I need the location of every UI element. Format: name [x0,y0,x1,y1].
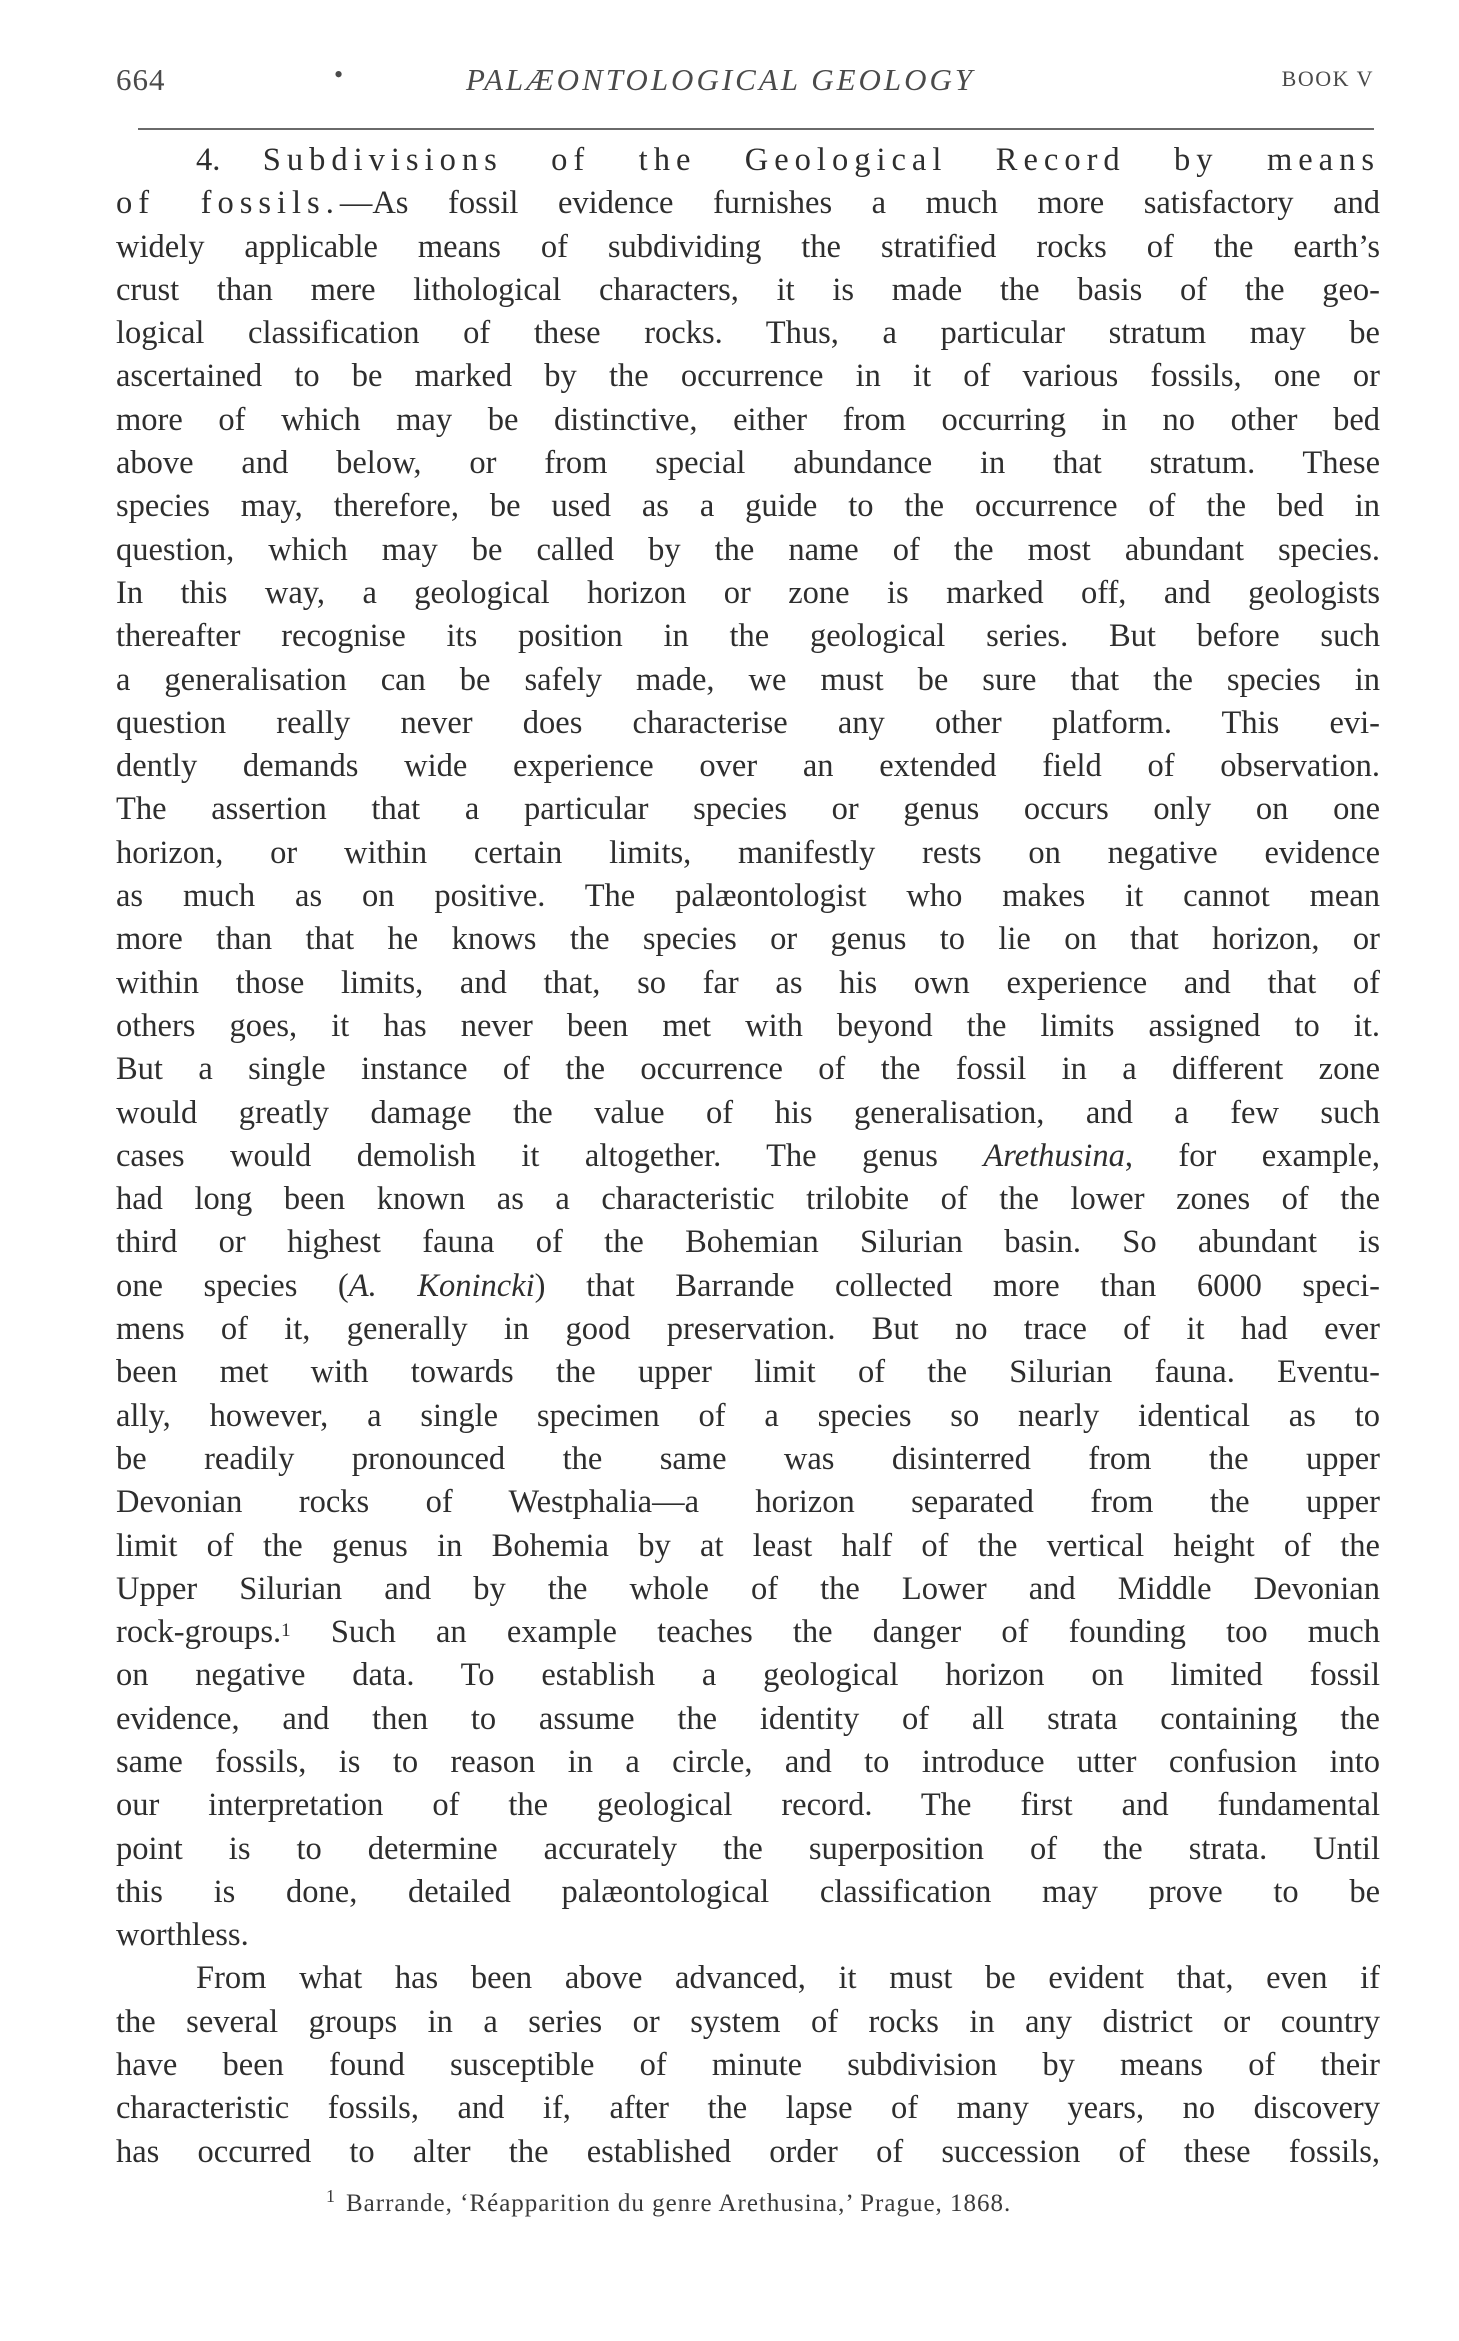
text-line: widely applicable means of subdividing the stratified rocks of the earth’s [116,228,1380,265]
text-line: rock-groups.$^1$ Such an example teaches the danger of founding too much [116,1614,1380,1651]
text-line: has occurred to alter the established order of succession of these fossils, [116,2133,1380,2170]
text-line: worthless. [116,1917,249,1954]
header-dot: • [334,60,344,89]
species-name: A. Konincki [348,1267,535,1304]
text-line: question really never does characterise any other platform. This evi- [116,704,1380,741]
text-line: the several groups in a series or system of rocks in any district or country [116,2003,1380,2040]
text-line: been met with towards the upper limit of the Silurian fauna. Eventu- [116,1354,1380,1391]
text-line: cases would demolish it altogether. The genus Arethusina, for example, [116,1137,1381,1174]
body-text [116,139,1380,2174]
text-line: as much as on positive. The palæontologist who makes it cannot mean [116,878,1380,915]
text-line: on negative data. To establish a geological horizon on limited fossil [116,1657,1380,1694]
text-line: above and below, or from special abundance in that stratum. These [116,445,1380,482]
text-line: within those limits, and that, so far as his own experience and that of [116,964,1380,1001]
text-line: species may, therefore, be used as a guide to the occurrence of the bed in [116,488,1380,525]
header-rule [138,128,1374,130]
paragraph-first-line: From what has been above advanced, it must be evident that, even if [196,1960,1380,1997]
text-line: others goes, it has never been met with beyond the limits assigned to it. [116,1007,1380,1044]
text-line: crust than mere lithological characters, it is made the basis of the geo- [116,271,1380,308]
footnote-text: Barrande, ‘Réapparition du genre Arethusina,’ Prague, 1868. [346,2190,1012,2217]
text-line: of fossils.—As fossil evidence furnishes a much more satisfactory and [116,185,1380,222]
text-line: had long been known as a characteristic trilobite of the lower zones of the [116,1181,1380,1218]
text-line: evidence, and then to assume the identity of all strata containing the [116,1700,1380,1737]
text-line: mens of it, generally in good preservation. But no trace of it had ever [116,1311,1380,1348]
book-label: BOOK V [1281,66,1374,91]
footnote-reference: 1 [281,1620,291,1642]
text-line: same fossils, is to reason in a circle, and to introduce utter confusion into [116,1743,1380,1780]
text-line: In this way, a geological horizon or zone is marked off, and geologists [116,574,1380,611]
text-line: thereafter recognise its position in the geological series. But before such [116,618,1380,655]
text-line: point is to determine accurately the superposition of the strata. Until [116,1830,1380,1867]
text-line: But a single instance of the occurrence of the fossil in a different zone [116,1051,1380,1088]
text-line: Devonian rocks of Westphalia—a horizon separated from the upper [116,1484,1380,1521]
running-head [116,62,1374,106]
text-line: one species (A. Konincki) that Barrande collected more than 6000 speci- [116,1267,1380,1304]
text-line: question, which may be called by the name of the most abundant species. [116,531,1380,568]
section-heading-line [116,139,1380,182]
text-line: have been found susceptible of minute subdivision by means of their [116,2047,1380,2084]
text-line: would greatly damage the value of his generalisation, and a few such [116,1094,1380,1131]
text-line: limit of the genus in Bohemia by at least half of the vertical height of the [116,1527,1380,1564]
footnote-mark: 1 [326,2186,336,2206]
text-line: third or highest fauna of the Bohemian Silurian basin. So abundant is [116,1224,1380,1261]
text-line: logical classification of these rocks. Thus, a particular stratum may be [116,315,1380,352]
text-line: characteristic fossils, and if, after the lapse of many years, no discovery [116,2090,1380,2127]
running-title: PALÆONTOLOGICAL GEOLOGY [466,62,976,97]
page-number: 664 [116,62,166,97]
genus-name: Arethusina [983,1137,1125,1174]
text-line: ally, however, a single specimen of a species so nearly identical as to [116,1397,1380,1434]
text-line: this is done, detailed palæontological classification may prove to be [116,1873,1380,1910]
section-title-end: of fossils. [116,185,340,222]
text-line: more of which may be distinctive, either from occurring in no other bed [116,401,1380,438]
text-line: ascertained to be marked by the occurrence in it of various fossils, one or [116,358,1380,395]
text-line: be readily pronounced the same was disinterred from the upper [116,1440,1380,1477]
text-line: a generalisation can be safely made, we must be sure that the species in [116,661,1380,698]
section-number: 4. [196,142,221,178]
footnote [326,2186,1012,2218]
text-line: The assertion that a particular species or genus occurs only on one [116,791,1380,828]
text-line: Upper Silurian and by the whole of the Lower and Middle Devonian [116,1570,1380,1607]
text-line: horizon, or within certain limits, manifestly rests on negative evidence [116,834,1380,871]
text-line: more than that he knows the species or genus to lie on that horizon, or [116,921,1380,958]
text-line: dently demands wide experience over an extended field of observation. [116,748,1380,785]
section-title: Subdivisions of the Geological Record by means [262,142,1380,178]
text-line: our interpretation of the geological record. The first and fundamental [116,1787,1380,1824]
